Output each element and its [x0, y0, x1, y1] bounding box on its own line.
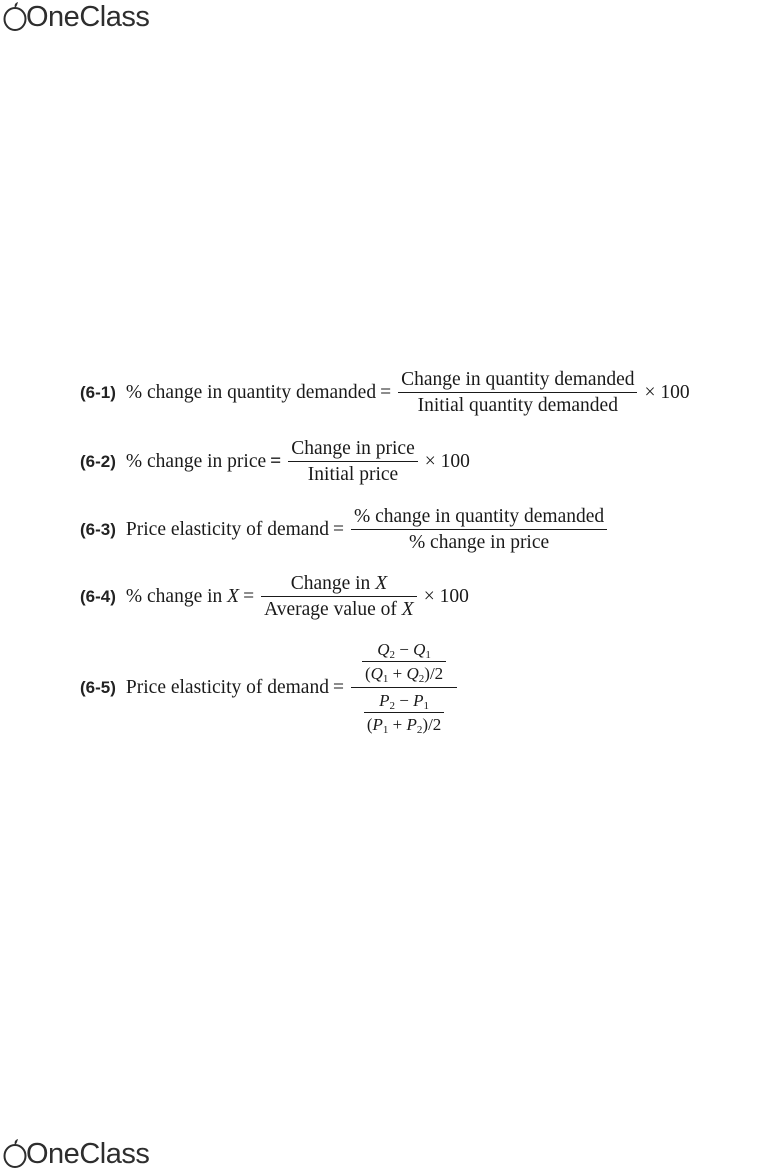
equals-sign: =	[270, 451, 282, 472]
quantity-fraction	[362, 640, 446, 684]
fraction	[351, 506, 607, 554]
variable-p: P	[379, 691, 390, 710]
price-average	[364, 712, 444, 735]
equation-lhs: Price elasticity of demand	[125, 519, 329, 540]
variable-q: Q	[413, 640, 426, 659]
variable-p: P	[406, 715, 417, 734]
subscript-1: 1	[425, 649, 431, 661]
multiplier: × 100	[423, 586, 469, 607]
subscript-2: 2	[389, 649, 396, 661]
equation-number: (6-2)	[80, 452, 116, 471]
equals-sign: =	[332, 676, 344, 698]
equation-number: (6-4)	[80, 587, 116, 606]
open-paren: (	[366, 715, 373, 734]
equation-6-1	[80, 369, 690, 417]
denominator-text: Average value of	[264, 599, 397, 620]
equals-sign: =	[243, 586, 255, 607]
minus-sign: −	[399, 640, 409, 659]
variable-q: Q	[406, 664, 419, 683]
oneclass-logo-footer	[2, 1139, 149, 1169]
price-difference	[376, 691, 432, 712]
equation-number: (6-1)	[80, 383, 116, 402]
fraction-denominator: Initial price	[288, 461, 417, 486]
fraction	[261, 573, 417, 621]
equation-lhs	[126, 586, 239, 608]
fraction-numerator	[288, 573, 390, 596]
fraction-denominator	[261, 596, 417, 621]
subscript-2: 2	[418, 673, 425, 685]
multiplier: × 100	[644, 382, 690, 403]
variable-x: X	[227, 586, 240, 607]
equation-number: (6-3)	[80, 520, 116, 539]
plus-sign: +	[392, 664, 403, 683]
close-half: )/2	[422, 715, 442, 734]
oneclass-logo-icon	[2, 1139, 28, 1169]
quantity-average	[362, 661, 446, 684]
equals-sign: =	[332, 519, 344, 540]
quantity-difference	[374, 640, 434, 661]
fraction	[288, 438, 417, 486]
equation-lhs: % change in quantity demanded	[125, 382, 377, 403]
equals-sign: =	[380, 382, 392, 403]
variable-x: X	[401, 599, 414, 620]
subscript-1: 1	[423, 700, 430, 712]
compound-denominator	[351, 687, 457, 735]
minus-sign: −	[399, 691, 409, 710]
equation-6-2	[80, 438, 470, 486]
equation-6-3	[80, 506, 610, 554]
fraction-numerator: % change in quantity demanded	[353, 506, 605, 527]
variable-q: Q	[377, 640, 390, 659]
fraction-numerator: Change in price	[291, 438, 415, 459]
multiplier: × 100	[424, 451, 470, 472]
brand-name: OneClass	[26, 1, 150, 33]
price-fraction	[364, 691, 444, 735]
numerator-text: Change in	[290, 573, 371, 594]
equation-lhs: Price elasticity of demand	[125, 676, 329, 698]
close-half: )/2	[424, 664, 444, 683]
equation-lhs-text: % change in	[125, 586, 223, 607]
equation-number: (6-5)	[80, 677, 116, 697]
fraction-denominator: Initial quantity demanded	[398, 392, 637, 417]
equation-6-5	[80, 640, 460, 735]
oneclass-logo	[2, 2, 149, 32]
compound-fraction	[351, 640, 457, 735]
variable-p: P	[413, 691, 424, 710]
subscript-2: 2	[416, 724, 423, 736]
variable-p: P	[372, 715, 383, 734]
equation-lhs: % change in price	[125, 451, 267, 472]
subscript-1: 1	[382, 673, 389, 685]
open-paren: (	[364, 664, 371, 683]
compound-numerator	[351, 640, 457, 687]
variable-x: X	[375, 573, 388, 594]
subscript-1: 1	[382, 724, 389, 736]
variable-q: Q	[370, 664, 383, 683]
subscript-2: 2	[389, 700, 396, 712]
fraction-numerator: Change in quantity demanded	[401, 369, 635, 390]
brand-name: OneClass	[26, 1138, 150, 1170]
equation-6-4	[80, 573, 469, 621]
fraction-denominator: % change in price	[351, 529, 607, 554]
oneclass-logo-icon	[2, 2, 28, 32]
fraction	[398, 369, 637, 417]
plus-sign: +	[392, 715, 403, 734]
